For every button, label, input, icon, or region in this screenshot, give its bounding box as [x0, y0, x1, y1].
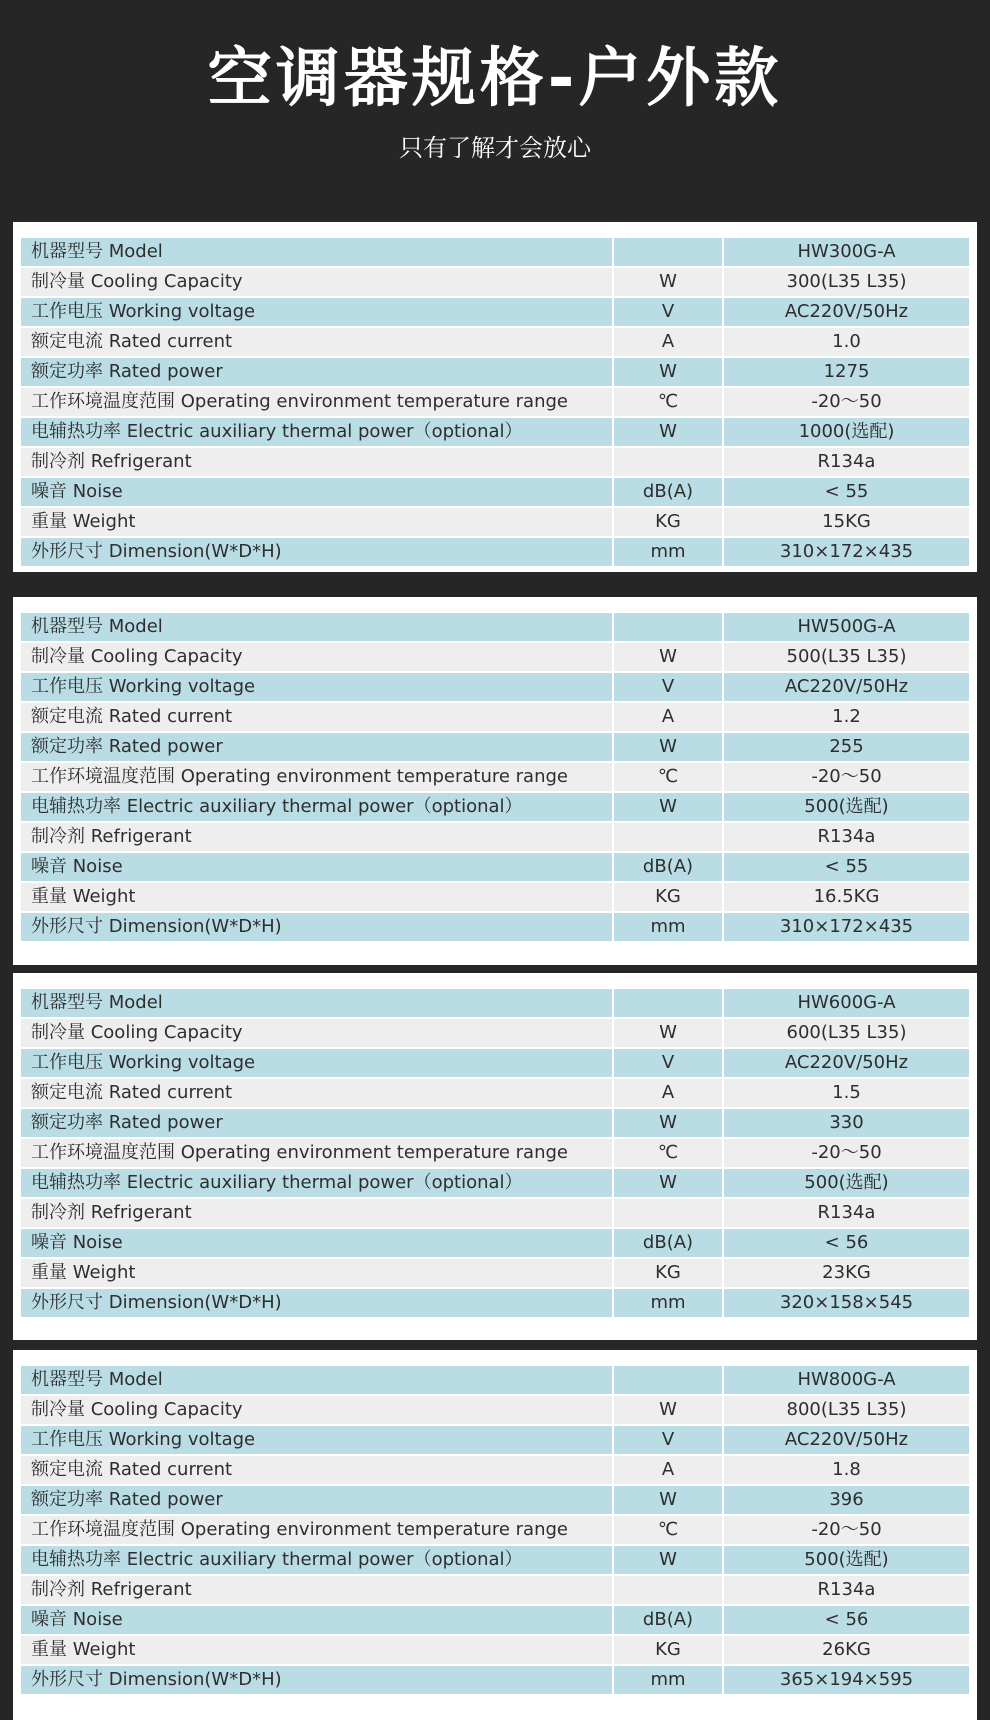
spec-label: 机器型号 Model — [21, 1366, 612, 1394]
spec-unit: W — [612, 418, 722, 446]
spec-unit — [612, 1366, 722, 1394]
spec-row — [21, 388, 969, 416]
spec-label: 工作环境温度范围 Operating environment temperature range — [21, 388, 612, 416]
spec-value: AC220V/50Hz — [722, 298, 969, 326]
spec-label: 制冷量 Cooling Capacity — [21, 1019, 612, 1047]
spec-label: 噪音 Noise — [21, 478, 612, 506]
spec-unit — [612, 1576, 722, 1604]
spec-row — [21, 358, 969, 386]
spec-label: 制冷剂 Refrigerant — [21, 448, 612, 476]
spec-row — [21, 989, 969, 1017]
spec-unit: mm — [612, 538, 722, 566]
spec-row — [21, 613, 969, 641]
spec-row — [21, 793, 969, 821]
spec-unit — [612, 448, 722, 476]
spec-unit: W — [612, 733, 722, 761]
spec-row — [21, 703, 969, 731]
spec-label: 制冷量 Cooling Capacity — [21, 643, 612, 671]
spec-value: R134a — [722, 823, 969, 851]
page-title: 空调器规格-户外款 — [207, 42, 783, 116]
spec-row — [21, 1169, 969, 1197]
spec-row — [21, 238, 969, 266]
spec-value: 500(选配) — [722, 793, 969, 821]
spec-unit: V — [612, 1049, 722, 1077]
spec-label: 外形尺寸 Dimension(W*D*H) — [21, 1289, 612, 1317]
spec-row — [21, 268, 969, 296]
spec-value: 600(L35 L35) — [722, 1019, 969, 1047]
spec-unit: V — [612, 673, 722, 701]
spec-value: R134a — [722, 1576, 969, 1604]
spec-unit: ℃ — [612, 1139, 722, 1167]
spec-row — [21, 1576, 969, 1604]
page-subtitle: 只有了解才会放心 — [399, 134, 591, 162]
spec-row — [21, 1606, 969, 1634]
spec-label: 机器型号 Model — [21, 613, 612, 641]
spec-label: 制冷量 Cooling Capacity — [21, 1396, 612, 1424]
spec-unit — [612, 989, 722, 1017]
spec-label: 电辅热功率 Electric auxiliary thermal power（optional） — [21, 1546, 612, 1574]
spec-card-hw500g — [13, 597, 977, 965]
spec-value: 1.0 — [722, 328, 969, 356]
spec-unit: W — [612, 358, 722, 386]
spec-row — [21, 883, 969, 911]
spec-value: 310×172×435 — [722, 538, 969, 566]
spec-unit: dB(A) — [612, 1229, 722, 1257]
spec-value: R134a — [722, 1199, 969, 1227]
spec-label: 工作电压 Working voltage — [21, 298, 612, 326]
spec-table-hw500g — [21, 611, 969, 943]
spec-label: 额定功率 Rated power — [21, 1486, 612, 1514]
spec-label: 额定功率 Rated power — [21, 1109, 612, 1137]
spec-label: 电辅热功率 Electric auxiliary thermal power（optional） — [21, 418, 612, 446]
spec-unit — [612, 238, 722, 266]
spec-value: 500(选配) — [722, 1546, 969, 1574]
spec-label: 额定电流 Rated current — [21, 1079, 612, 1107]
spec-label: 电辅热功率 Electric auxiliary thermal power（optional） — [21, 793, 612, 821]
spec-unit: W — [612, 643, 722, 671]
spec-value: -20～50 — [722, 1139, 969, 1167]
spec-label: 外形尺寸 Dimension(W*D*H) — [21, 538, 612, 566]
spec-label: 制冷剂 Refrigerant — [21, 1576, 612, 1604]
spec-row — [21, 1486, 969, 1514]
spec-row — [21, 1019, 969, 1047]
spec-row — [21, 643, 969, 671]
spec-card-hw600g — [13, 973, 977, 1340]
spec-value: -20～50 — [722, 763, 969, 791]
spec-value: < 56 — [722, 1229, 969, 1257]
spec-unit: A — [612, 1079, 722, 1107]
spec-row — [21, 853, 969, 881]
spec-row — [21, 763, 969, 791]
spec-label: 工作电压 Working voltage — [21, 1426, 612, 1454]
spec-label: 工作电压 Working voltage — [21, 1049, 612, 1077]
spec-value: 300(L35 L35) — [722, 268, 969, 296]
spec-label: 额定电流 Rated current — [21, 1456, 612, 1484]
spec-unit: KG — [612, 1636, 722, 1664]
spec-label: 工作环境温度范围 Operating environment temperature range — [21, 1139, 612, 1167]
spec-unit: A — [612, 703, 722, 731]
spec-label: 机器型号 Model — [21, 238, 612, 266]
spec-value: HW500G-A — [722, 613, 969, 641]
spec-value: 1.5 — [722, 1079, 969, 1107]
spec-row — [21, 1456, 969, 1484]
spec-table-hw600g — [21, 987, 969, 1319]
spec-value: 365×194×595 — [722, 1666, 969, 1694]
spec-value: 396 — [722, 1486, 969, 1514]
spec-unit: V — [612, 298, 722, 326]
spec-unit: mm — [612, 1666, 722, 1694]
spec-value: HW800G-A — [722, 1366, 969, 1394]
spec-row — [21, 1636, 969, 1664]
spec-value: < 56 — [722, 1606, 969, 1634]
spec-unit: W — [612, 793, 722, 821]
spec-unit: dB(A) — [612, 1606, 722, 1634]
spec-unit: W — [612, 1486, 722, 1514]
spec-row — [21, 1259, 969, 1287]
spec-value: AC220V/50Hz — [722, 673, 969, 701]
spec-card-hw300g — [13, 222, 977, 572]
spec-value: 1.2 — [722, 703, 969, 731]
spec-unit: KG — [612, 508, 722, 536]
spec-value: 330 — [722, 1109, 969, 1137]
spec-label: 工作电压 Working voltage — [21, 673, 612, 701]
spec-value: 800(L35 L35) — [722, 1396, 969, 1424]
spec-row — [21, 673, 969, 701]
spec-label: 电辅热功率 Electric auxiliary thermal power（optional） — [21, 1169, 612, 1197]
spec-value: < 55 — [722, 853, 969, 881]
spec-unit: dB(A) — [612, 853, 722, 881]
spec-unit: W — [612, 1019, 722, 1047]
spec-unit: ℃ — [612, 388, 722, 416]
spec-value: 310×172×435 — [722, 913, 969, 941]
spec-value: AC220V/50Hz — [722, 1426, 969, 1454]
spec-label: 重量 Weight — [21, 883, 612, 911]
spec-label: 额定电流 Rated current — [21, 328, 612, 356]
spec-row — [21, 823, 969, 851]
spec-table-hw300g — [21, 236, 969, 568]
spec-row — [21, 298, 969, 326]
spec-unit: W — [612, 1396, 722, 1424]
spec-label: 额定功率 Rated power — [21, 358, 612, 386]
spec-unit — [612, 613, 722, 641]
spec-value: -20～50 — [722, 1516, 969, 1544]
spec-row — [21, 1396, 969, 1424]
spec-unit: mm — [612, 913, 722, 941]
spec-row — [21, 328, 969, 356]
spec-row — [21, 1666, 969, 1694]
spec-row — [21, 1049, 969, 1077]
spec-unit: V — [612, 1426, 722, 1454]
spec-unit — [612, 1199, 722, 1227]
spec-value: HW600G-A — [722, 989, 969, 1017]
spec-row — [21, 418, 969, 446]
spec-label: 额定功率 Rated power — [21, 733, 612, 761]
spec-label: 额定电流 Rated current — [21, 703, 612, 731]
spec-unit: ℃ — [612, 1516, 722, 1544]
spec-value: 320×158×545 — [722, 1289, 969, 1317]
spec-unit: A — [612, 1456, 722, 1484]
spec-row — [21, 1426, 969, 1454]
spec-label: 重量 Weight — [21, 508, 612, 536]
spec-row — [21, 508, 969, 536]
spec-unit: dB(A) — [612, 478, 722, 506]
spec-label: 机器型号 Model — [21, 989, 612, 1017]
spec-row — [21, 478, 969, 506]
spec-unit: A — [612, 328, 722, 356]
spec-unit: W — [612, 1546, 722, 1574]
spec-unit: mm — [612, 1289, 722, 1317]
spec-unit — [612, 823, 722, 851]
spec-value: R134a — [722, 448, 969, 476]
spec-value: 1000(选配) — [722, 418, 969, 446]
spec-label: 噪音 Noise — [21, 1229, 612, 1257]
page-header — [0, 0, 990, 222]
spec-value: 500(选配) — [722, 1169, 969, 1197]
spec-value: 1275 — [722, 358, 969, 386]
spec-value: -20～50 — [722, 388, 969, 416]
spec-table-hw800g — [21, 1364, 969, 1696]
spec-row — [21, 1139, 969, 1167]
spec-row — [21, 1229, 969, 1257]
spec-row — [21, 1109, 969, 1137]
spec-row — [21, 538, 969, 566]
spec-label: 重量 Weight — [21, 1636, 612, 1664]
spec-label: 噪音 Noise — [21, 1606, 612, 1634]
spec-unit: ℃ — [612, 763, 722, 791]
spec-label: 噪音 Noise — [21, 853, 612, 881]
spec-row — [21, 733, 969, 761]
spec-label: 制冷量 Cooling Capacity — [21, 268, 612, 296]
spec-value: 16.5KG — [722, 883, 969, 911]
spec-unit: W — [612, 1169, 722, 1197]
spec-value: 500(L35 L35) — [722, 643, 969, 671]
spec-row — [21, 1516, 969, 1544]
spec-value: 23KG — [722, 1259, 969, 1287]
spec-value: HW300G-A — [722, 238, 969, 266]
spec-row — [21, 1366, 969, 1394]
spec-label: 工作环境温度范围 Operating environment temperature range — [21, 1516, 612, 1544]
spec-value: 26KG — [722, 1636, 969, 1664]
spec-label: 外形尺寸 Dimension(W*D*H) — [21, 1666, 612, 1694]
spec-unit: W — [612, 268, 722, 296]
spec-label: 重量 Weight — [21, 1259, 612, 1287]
spec-label: 制冷剂 Refrigerant — [21, 823, 612, 851]
spec-value: < 55 — [722, 478, 969, 506]
spec-row — [21, 1199, 969, 1227]
spec-label: 外形尺寸 Dimension(W*D*H) — [21, 913, 612, 941]
spec-unit: W — [612, 1109, 722, 1137]
spec-unit: KG — [612, 883, 722, 911]
spec-row — [21, 1079, 969, 1107]
spec-row — [21, 1289, 969, 1317]
spec-value: 255 — [722, 733, 969, 761]
spec-card-hw800g — [13, 1350, 977, 1720]
spec-label: 工作环境温度范围 Operating environment temperature range — [21, 763, 612, 791]
spec-row — [21, 913, 969, 941]
spec-unit: KG — [612, 1259, 722, 1287]
spec-value: AC220V/50Hz — [722, 1049, 969, 1077]
spec-label: 制冷剂 Refrigerant — [21, 1199, 612, 1227]
spec-row — [21, 448, 969, 476]
spec-row — [21, 1546, 969, 1574]
spec-value: 15KG — [722, 508, 969, 536]
spec-value: 1.8 — [722, 1456, 969, 1484]
